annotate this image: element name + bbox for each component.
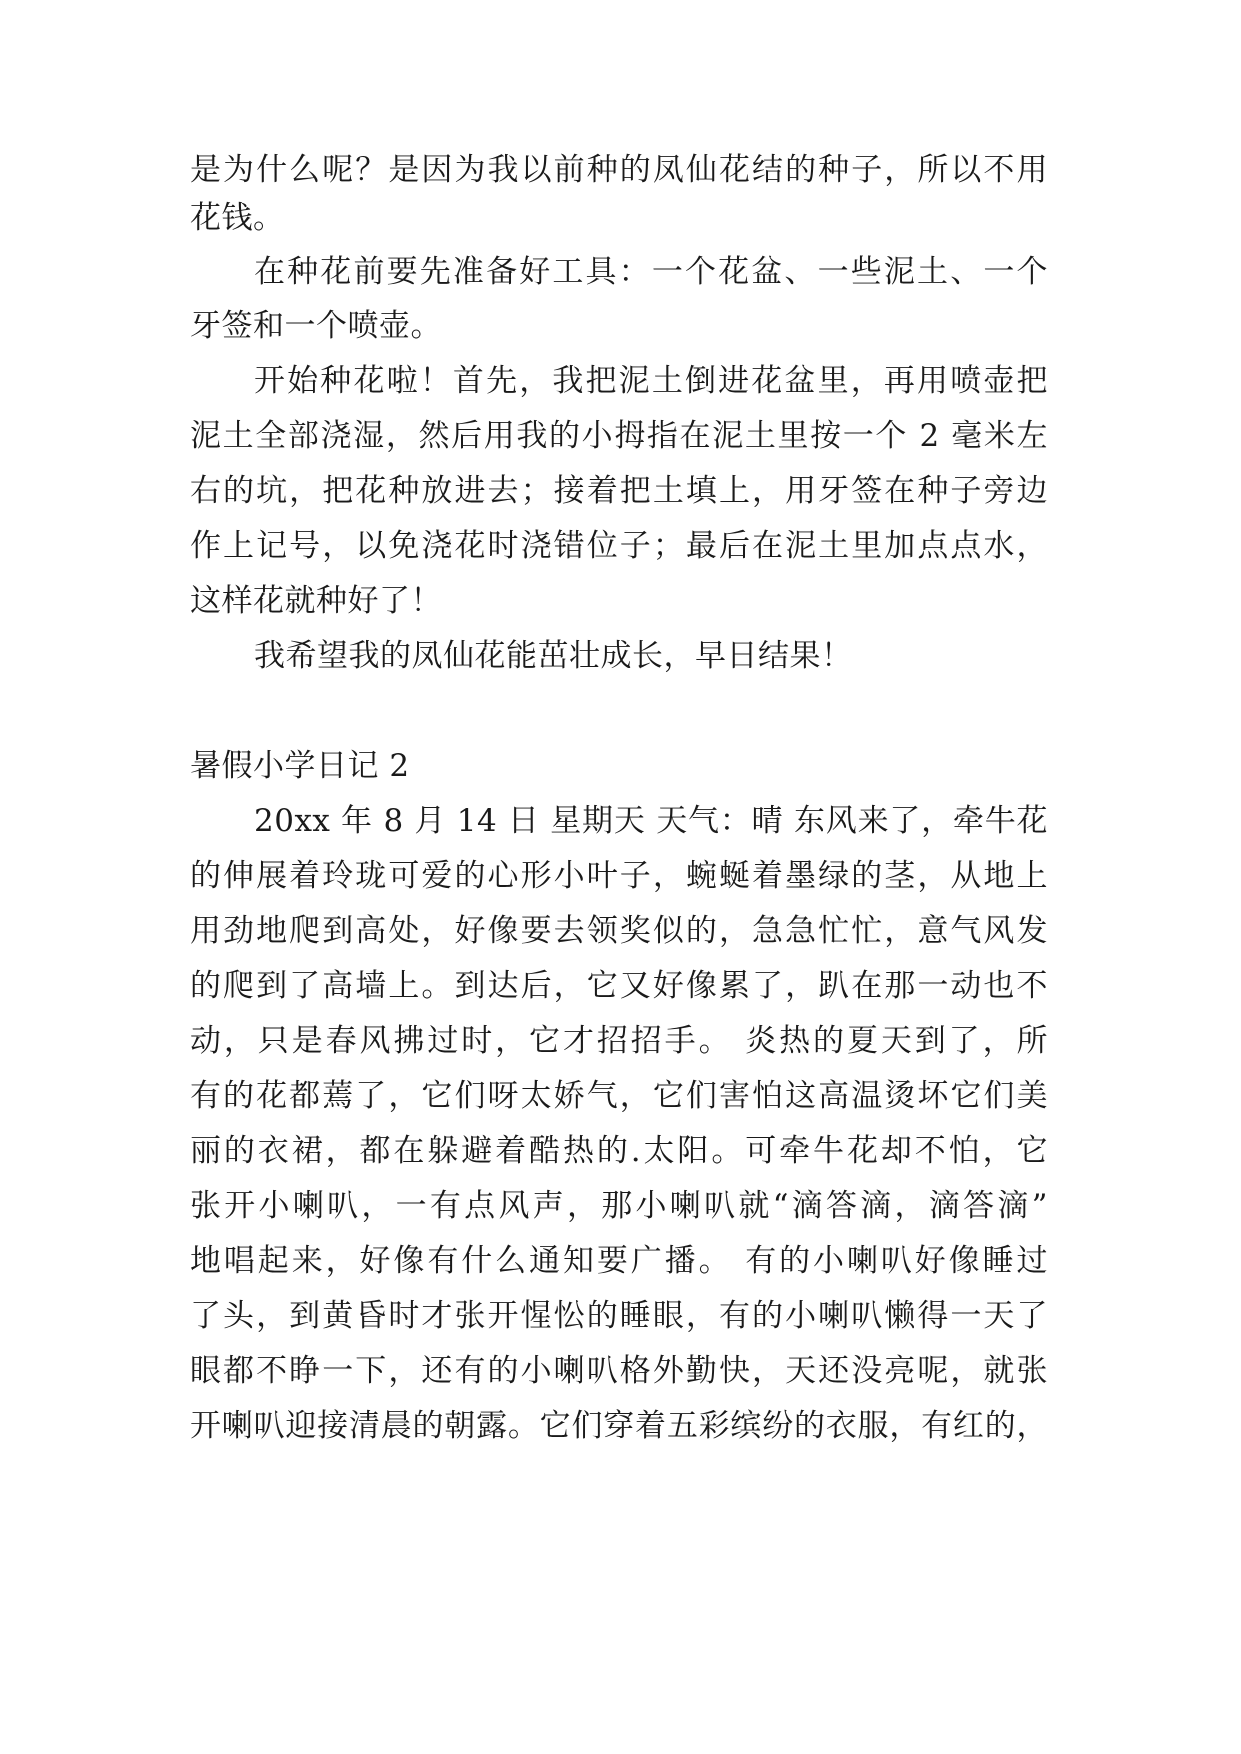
section-heading: 暑假小学日记 2	[190, 748, 410, 784]
text-line: 开喇叭迎接清晨的朝露。它们穿着五彩缤纷的衣服，有红的，	[190, 1408, 1048, 1444]
text-line: 泥土全部浇湿，然后用我的小拇指在泥土里按一个 2 毫米左	[190, 418, 1048, 454]
text-line: 动，只是春风拂过时，它才招招手。 炎热的夏天到了，所	[190, 1023, 1048, 1059]
text-line: 20xx 年 8 月 14 日 星期天 天气：晴 东风来了，牵牛花	[254, 803, 1048, 839]
text-line: 花钱。	[190, 200, 285, 236]
text-line: 的爬到了高墙上。到达后，它又好像累了，趴在那一动也不	[190, 968, 1048, 1004]
text-line: 用劲地爬到高处，好像要去领奖似的，急急忙忙，意气风发	[190, 913, 1048, 949]
text-line: 丽的衣裙，都在躲避着酷热的.太阳。可牵牛花却不怕，它	[190, 1133, 1048, 1169]
text-line: 眼都不睁一下，还有的小喇叭格外勤快，天还没亮呢，就张	[190, 1353, 1048, 1389]
text-line: 张开小喇叭，一有点风声，那小喇叭就“滴答滴，滴答滴”	[190, 1188, 1048, 1224]
text-line: 这样花就种好了！	[190, 583, 442, 619]
text-line: 有的花都蔫了，它们呀太娇气，它们害怕这高温烫坏它们美	[190, 1078, 1048, 1114]
text-line: 的伸展着玲珑可爱的心形小叶子，蜿蜒着墨绿的茎，从地上	[190, 858, 1048, 894]
text-line: 作上记号，以免浇花时浇错位子；最后在泥土里加点点水，	[190, 528, 1048, 564]
text-line: 右的坑，把花种放进去；接着把土填上，用牙签在种子旁边	[190, 473, 1048, 509]
text-line: 在种花前要先准备好工具：一个花盆、一些泥土、一个	[254, 254, 1048, 290]
text-line: 是为什么呢？是因为我以前种的凤仙花结的种子，所以不用	[190, 152, 1048, 188]
text-line: 了头，到黄昏时才张开惺忪的睡眼，有的小喇叭懒得一天了	[190, 1298, 1048, 1334]
text-line: 地唱起来，好像有什么通知要广播。 有的小喇叭好像睡过	[190, 1243, 1048, 1279]
text-line: 开始种花啦！首先，我把泥土倒进花盆里，再用喷壶把	[254, 363, 1048, 399]
text-line: 牙签和一个喷壶。	[190, 308, 442, 344]
text-line: 我希望我的凤仙花能茁壮成长，早日结果！	[254, 638, 853, 674]
